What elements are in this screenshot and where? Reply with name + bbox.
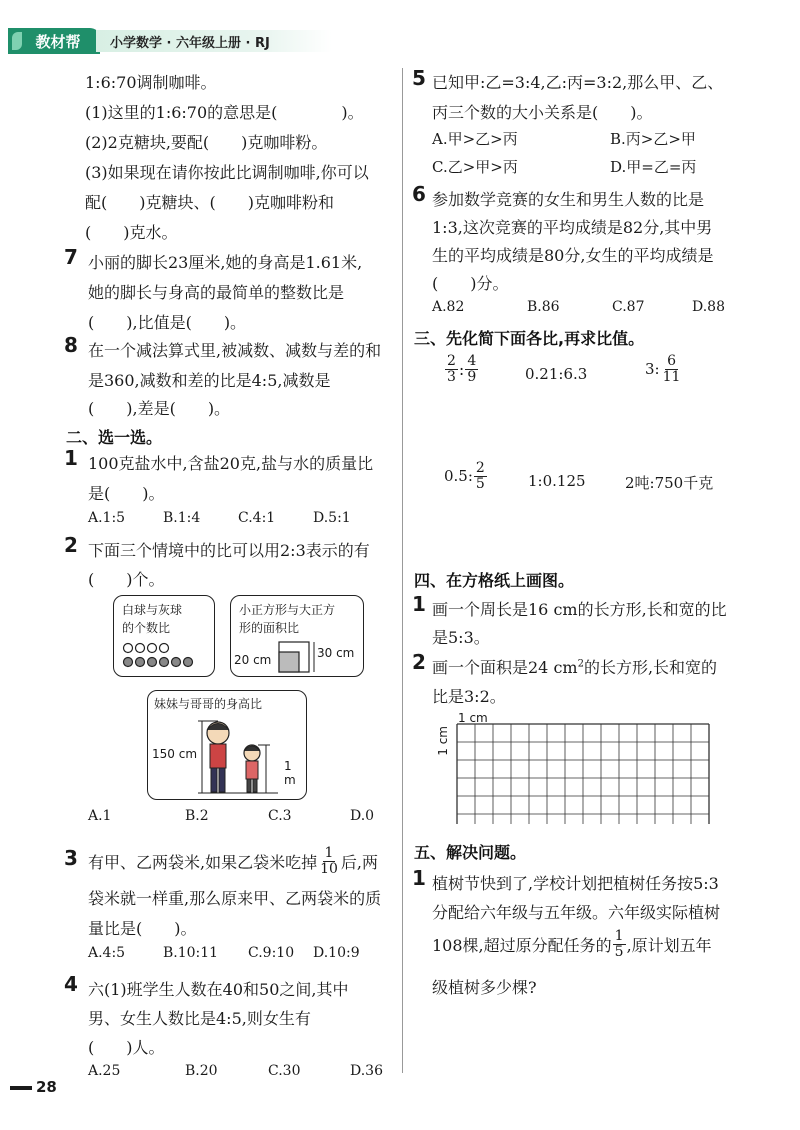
big-square-label: 30 cm xyxy=(317,646,355,660)
siblings-illustration xyxy=(198,717,282,797)
c6-option-a: A.82 xyxy=(432,299,465,315)
ratio-3-text: 3: xyxy=(645,360,660,379)
c4-option-b: B.20 xyxy=(185,1063,218,1079)
q6-line4: (3)如果现在请你按此比调制咖啡,你可以 xyxy=(85,163,369,182)
balls-text-2: 的个数比 xyxy=(122,621,171,635)
heights-text: 妹妹与哥哥的身高比 xyxy=(154,697,263,711)
page-number xyxy=(10,1078,57,1096)
balls-text-1: 白球与灰球 xyxy=(122,603,183,617)
c3-option-a: A.4:5 xyxy=(88,945,126,961)
c1-option-d: D.5:1 xyxy=(313,510,351,526)
c4-option-a: A.25 xyxy=(88,1063,121,1079)
page-number-text: 28 xyxy=(36,1078,57,1096)
ratio-1-second-numerator: 4 xyxy=(467,353,477,369)
balls-illustration xyxy=(120,642,210,672)
c3-line1 xyxy=(88,846,378,876)
ratio-5: 1:0.125 xyxy=(528,472,586,490)
c2-option-c: C.3 xyxy=(268,808,292,824)
ratio-1-first-fraction xyxy=(445,354,458,384)
c6-line3: 生的平均成绩是80分,女生的平均成绩是 xyxy=(432,246,714,265)
s1-fraction-numerator: 1 xyxy=(614,928,624,944)
q6-line6: ( )克水。 xyxy=(85,223,178,242)
squares-text-2: 形的面积比 xyxy=(239,621,300,635)
s1-line3-text-a: 108棵,超过原分配任务的 xyxy=(432,935,612,955)
s1-line2: 分配给六年级与五年级。六年级实际植树 xyxy=(432,903,721,922)
q8-number: 8 xyxy=(64,333,78,357)
c2-line1: 下面三个情境中的比可以用2:3表示的有 xyxy=(88,541,370,560)
s1-line1: 植树节快到了,学校计划把植树任务按5:3 xyxy=(432,874,719,893)
c3-option-d: D.10:9 xyxy=(313,945,360,961)
c4-line2: 男、女生人数比是4:5,则女生有 xyxy=(88,1009,311,1028)
c5-number: 5 xyxy=(412,66,426,90)
c3-option-c: C.9:10 xyxy=(248,945,295,961)
c6-option-b: B.86 xyxy=(527,299,560,315)
c6-line4: ( )分。 xyxy=(432,274,509,293)
q6-line5: 配( )克糖块、( )克咖啡粉和 xyxy=(85,193,334,212)
ratio-4-denominator: 5 xyxy=(475,475,485,492)
s1-line3-text-b: ,原计划五年 xyxy=(626,935,712,955)
ratio-2: 0.21:6.3 xyxy=(525,365,588,383)
ratio-4-numerator: 2 xyxy=(475,460,485,476)
ratio-3-fraction xyxy=(661,354,683,384)
section-5-title: 五、解决问题。 xyxy=(414,843,527,862)
ratio-1-second-fraction xyxy=(465,354,478,384)
c3-number: 3 xyxy=(64,846,78,870)
q7-number: 7 xyxy=(64,245,78,269)
c6-number: 6 xyxy=(412,182,426,206)
c4-option-d: D.36 xyxy=(350,1063,383,1079)
s1-line4: 级植树多少棵? xyxy=(432,978,537,997)
header-title: 小学数学 · 六年级上册 · RJ xyxy=(96,30,332,52)
q8-line3: ( ),差是( )。 xyxy=(88,399,231,418)
c3-fraction xyxy=(318,846,340,876)
c4-line3: ( )人。 xyxy=(88,1038,165,1057)
q8-line2: 是360,减数和差的比是4:5,减数是 xyxy=(88,371,331,390)
ratio-1-second-denominator: 9 xyxy=(467,368,477,385)
ratio-3-numerator: 6 xyxy=(667,353,676,369)
c4-number: 4 xyxy=(64,972,78,996)
scenario-squares-box xyxy=(230,595,364,677)
c2-option-a: A.1 xyxy=(88,808,112,824)
grid-side-label: 1 cm xyxy=(436,726,450,756)
grid-top-label: 1 cm xyxy=(458,711,488,725)
page-number-bar xyxy=(10,1086,32,1090)
c1-number: 1 xyxy=(64,446,78,470)
c5-option-c: C.乙>甲>丙 xyxy=(432,158,518,176)
sister-height-label: 1 m xyxy=(284,759,296,787)
s1-line3 xyxy=(432,929,712,959)
d1-line2: 是5:3。 xyxy=(432,628,490,647)
squares-text-1: 小正方形与大正方 xyxy=(239,603,336,617)
c6-line1: 参加数学竞赛的女生和男生人数的比是 xyxy=(432,190,705,209)
c4-line1: 六(1)班学生人数在40和50之间,其中 xyxy=(88,980,349,999)
ratio-1-separator: : xyxy=(458,359,465,379)
c1-option-a: A.1:5 xyxy=(88,510,126,526)
ratio-1-first-numerator: 2 xyxy=(447,353,456,369)
c3-line1-text-b: 后,两 xyxy=(340,852,379,872)
section-3-title: 三、先化简下面各比,再求比值。 xyxy=(414,329,645,348)
s1-fraction xyxy=(613,929,626,959)
scenario-heights-box xyxy=(147,690,307,800)
d2-superscript: 2 xyxy=(577,658,584,670)
q6-line1: 1:6:70调制咖啡。 xyxy=(85,73,217,92)
c6-option-d: D.88 xyxy=(692,299,725,315)
c1-line1: 100克盐水中,含盐20克,盐与水的质量比 xyxy=(88,454,374,473)
q6-line2: (1)这里的1:6:70的意思是( )。 xyxy=(85,103,364,122)
c5-option-d: D.甲=乙=丙 xyxy=(610,158,697,176)
header-tab xyxy=(8,28,100,54)
c3-fraction-numerator: 1 xyxy=(324,845,334,861)
ratio-1 xyxy=(444,354,479,384)
ratio-4-text: 0.5: xyxy=(444,467,473,486)
ratio-3-denominator: 11 xyxy=(662,368,681,385)
d2-line1-text-b: 的长方形,长和宽的 xyxy=(583,658,718,677)
d2-line2: 比是3:2。 xyxy=(432,687,506,706)
c3-line3: 量比是( )。 xyxy=(88,919,197,938)
q8-line1: 在一个减法算式里,被减数、减数与差的和 xyxy=(88,341,382,360)
c6-option-c: C.87 xyxy=(612,299,645,315)
squares-illustration xyxy=(277,640,317,674)
c3-fraction-denominator: 10 xyxy=(320,860,338,877)
brother-height-label: 150 cm xyxy=(152,747,198,761)
leaf-icon xyxy=(12,32,22,50)
c3-option-b: B.10:11 xyxy=(163,945,219,961)
d2-line1 xyxy=(432,655,717,678)
scenario-balls-box xyxy=(113,595,215,677)
s1-fraction-denominator: 5 xyxy=(614,943,624,960)
d1-number: 1 xyxy=(412,592,426,616)
ratio-4-fraction xyxy=(474,461,487,491)
c6-line2: 1:3,这次竞赛的平均成绩是82分,其中男 xyxy=(432,218,713,237)
ratio-4 xyxy=(444,461,488,491)
ratio-6: 2吨:750千克 xyxy=(625,474,714,492)
c1-option-b: B.1:4 xyxy=(163,510,201,526)
c2-option-d: D.0 xyxy=(350,808,375,824)
c3-line2: 袋米就一样重,那么原来甲、乙两袋米的质 xyxy=(88,889,382,908)
graph-paper-grid[interactable] xyxy=(455,722,719,824)
d2-line1-text-a: 画一个面积是24 cm xyxy=(432,658,578,677)
d2-number: 2 xyxy=(412,650,426,674)
ratio-1-first-denominator: 3 xyxy=(447,368,456,385)
header-tab-label: 教材帮 xyxy=(35,32,81,51)
c5-line2: 丙三个数的大小关系是( )。 xyxy=(432,103,653,122)
section-2-title: 二、选一选。 xyxy=(66,428,163,447)
d1-line1: 画一个周长是16 cm的长方形,长和宽的比 xyxy=(432,600,727,619)
small-square-label: 20 cm xyxy=(234,653,272,667)
c1-line2: 是( )。 xyxy=(88,484,165,503)
c2-option-b: B.2 xyxy=(185,808,209,824)
column-divider xyxy=(402,68,403,1073)
q7-line2: 她的脚长与身高的最简单的整数比是 xyxy=(88,283,345,302)
c5-option-b: B.丙>乙>甲 xyxy=(610,130,696,148)
s1-number: 1 xyxy=(412,866,426,890)
c5-line1: 已知甲:乙=3:4,乙:丙=3:2,那么甲、乙、 xyxy=(432,73,724,92)
c4-option-c: C.30 xyxy=(268,1063,301,1079)
ratio-3 xyxy=(645,354,683,384)
q7-line3: ( ),比值是( )。 xyxy=(88,313,247,332)
c1-option-c: C.4:1 xyxy=(238,510,276,526)
q7-line1: 小丽的脚长23厘米,她的身高是1.61米, xyxy=(88,253,363,272)
c3-line1-text-a: 有甲、乙两袋米,如果乙袋米吃掉 xyxy=(88,852,318,872)
q6-line3: (2)2克糖块,要配( )克咖啡粉。 xyxy=(85,133,328,152)
c2-line2: ( )个。 xyxy=(88,570,165,589)
c5-option-a: A.甲>乙>丙 xyxy=(432,130,518,148)
section-4-title: 四、在方格纸上画图。 xyxy=(414,571,575,590)
c2-number: 2 xyxy=(64,533,78,557)
